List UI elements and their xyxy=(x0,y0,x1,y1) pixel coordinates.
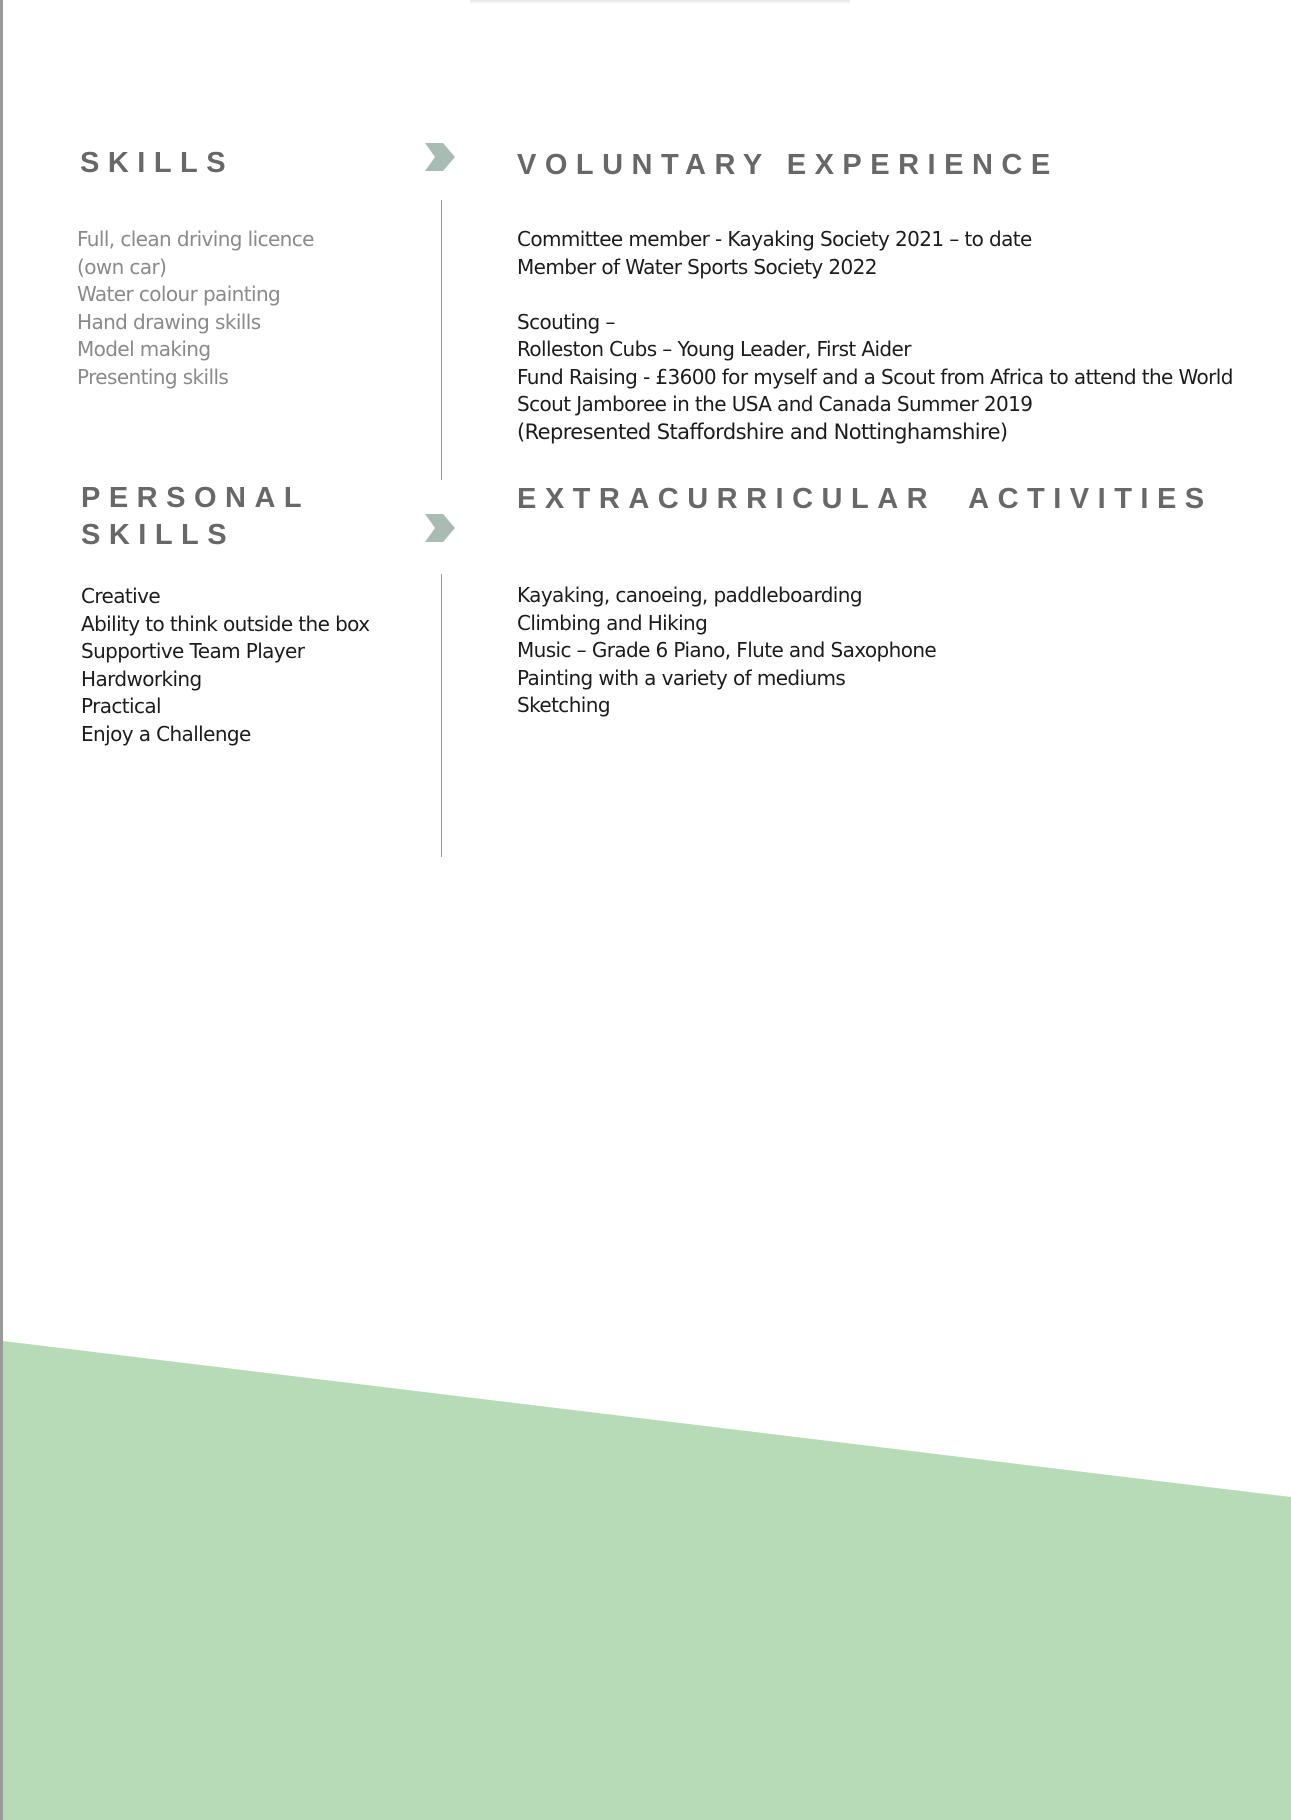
section-divider xyxy=(441,574,442,857)
list-item: (Represented Staffordshire and Nottinghamshire) xyxy=(517,419,1008,444)
list-item: Scouting – xyxy=(517,309,615,334)
chevron-right-icon xyxy=(425,143,455,171)
extracurricular-heading: EXTRACURRICULAR ACTIVITIES xyxy=(517,483,1213,515)
personal-skills-heading-line2: SKILLS xyxy=(81,519,236,551)
page-left-edge xyxy=(0,0,3,1820)
extracurricular-list xyxy=(517,582,936,720)
list-item: Sketching xyxy=(517,693,610,717)
list-item: Rolleston Cubs – Young Leader, First Aider xyxy=(517,337,911,361)
list-item: Full, clean driving licence xyxy=(77,227,314,251)
list-item: Hand drawing skills xyxy=(77,309,261,334)
list-item: Kayaking, canoeing, paddleboarding xyxy=(517,583,862,607)
list-item: Fund Raising - £3600 for myself and a Scout from Africa to attend the World xyxy=(517,364,1233,389)
list-item: (own car) xyxy=(77,254,167,279)
list-item: Hardworking xyxy=(81,666,202,691)
page-top-shadow xyxy=(470,0,850,4)
list-item: Member of Water Sports Society 2022 xyxy=(517,254,877,279)
list-item: Climbing and Hiking xyxy=(517,610,708,635)
list-item: Supportive Team Player xyxy=(81,639,305,663)
chevron-right-icon xyxy=(425,514,455,542)
section-divider xyxy=(441,200,442,480)
list-item: Ability to think outside the box xyxy=(81,611,370,636)
skills-heading: SKILLS xyxy=(80,147,235,179)
list-item: Water colour painting xyxy=(77,282,281,306)
list-item: Painting with a variety of mediums xyxy=(517,665,846,690)
voluntary-heading: VOLUNTARY EXPERIENCE xyxy=(517,149,1059,181)
list-item: Creative xyxy=(81,584,161,608)
list-item: Committee member - Kayaking Society 2021 – to date xyxy=(517,227,1032,251)
personal-skills-heading xyxy=(81,480,310,554)
list-spacer xyxy=(517,281,1233,309)
list-item: Music – Grade 6 Piano, Flute and Saxophone xyxy=(517,638,937,662)
list-item: Practical xyxy=(81,694,161,718)
voluntary-list xyxy=(517,226,1233,446)
list-item: Presenting skills xyxy=(77,364,229,389)
personal-skills-list xyxy=(81,583,369,748)
skills-list xyxy=(77,226,314,391)
list-item: Scout Jamboree in the USA and Canada Summer 2019 xyxy=(517,392,1033,416)
personal-skills-heading-line1: PERSONAL xyxy=(81,482,311,514)
list-item: Enjoy a Challenge xyxy=(81,721,251,746)
list-item: Model making xyxy=(77,337,211,361)
